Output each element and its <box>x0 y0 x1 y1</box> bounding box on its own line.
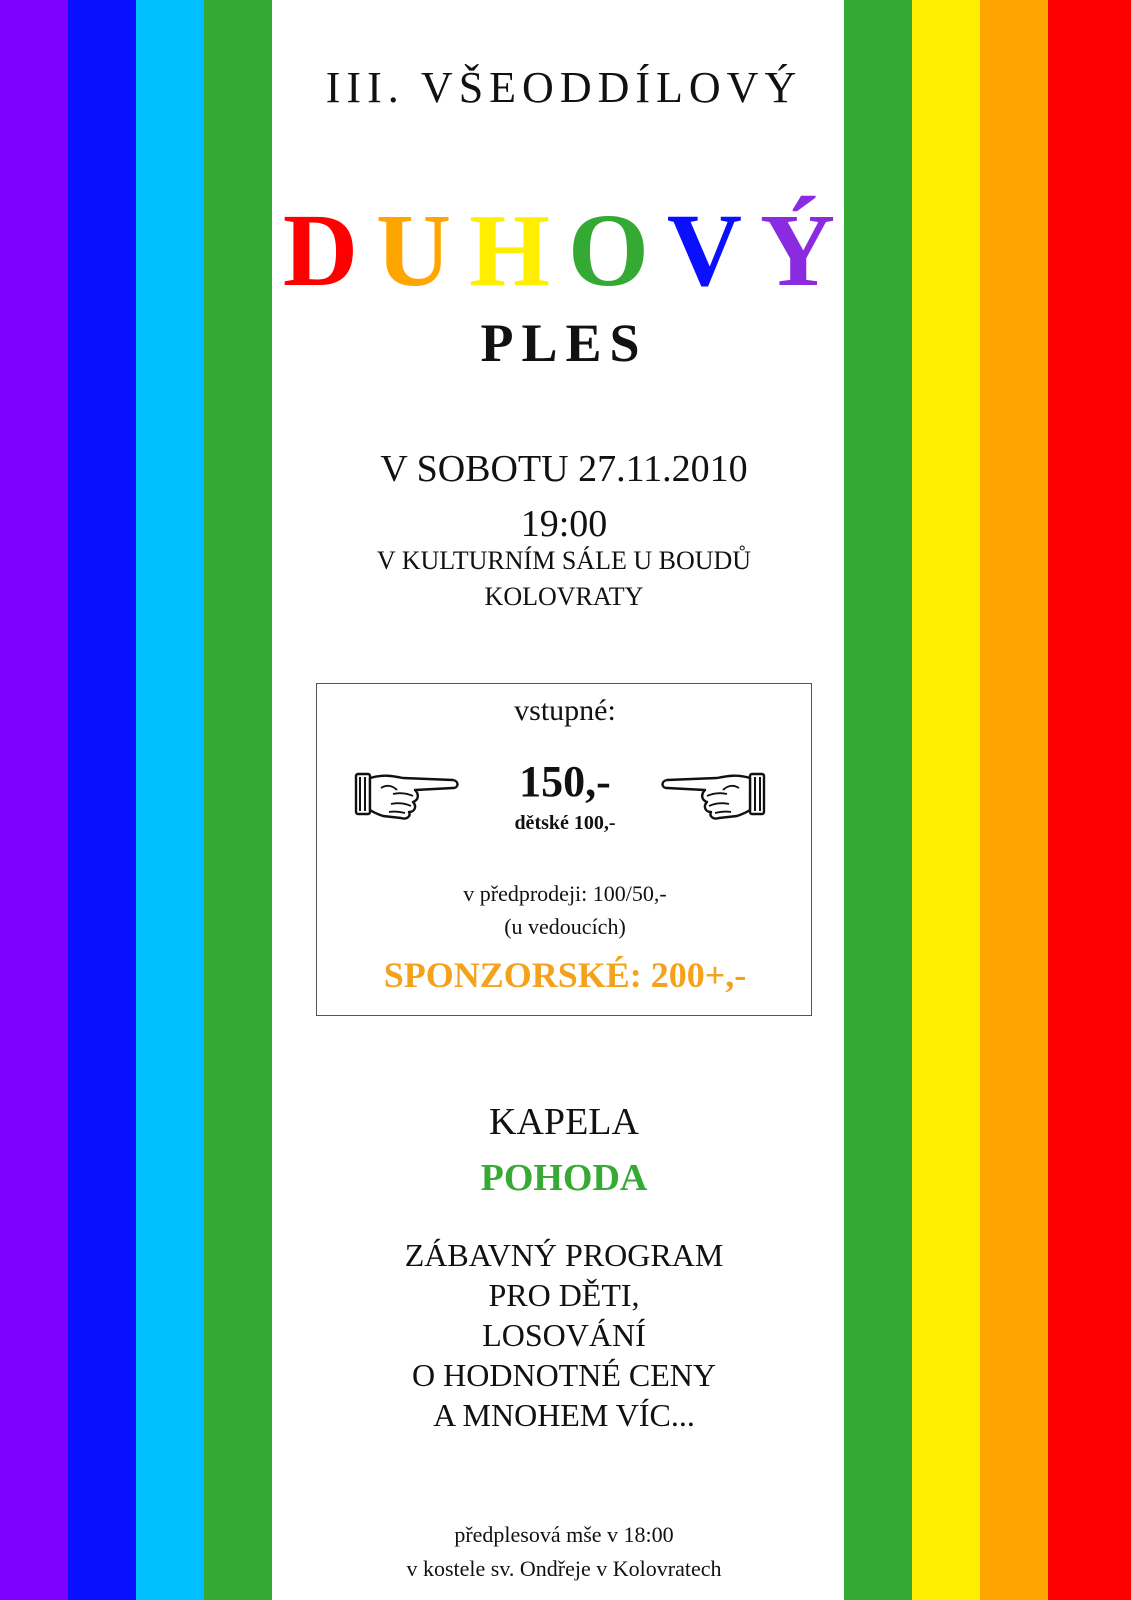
ticket-child-price: dětské 100,- <box>514 812 616 834</box>
rainbow-stripe <box>136 0 204 1600</box>
program-line: A MNOHEM VÍC... <box>433 1397 695 1433</box>
mass-info-line: v kostele sv. Ondřeje v Kolovratech <box>406 1556 722 1581</box>
title-letter: D <box>282 193 368 308</box>
ticket-sponsor-price: SPONZORSKÉ: 200+,- <box>383 955 747 995</box>
rainbow-stripe <box>980 0 1048 1600</box>
program-line: PRO DĚTI, <box>488 1277 640 1313</box>
title-letter: V <box>666 193 753 308</box>
poster-title <box>272 193 856 310</box>
title-letter: H <box>469 193 560 308</box>
poster-heading: III. VŠEODDÍLOVÝ <box>325 63 803 112</box>
rainbow-stripe <box>1048 0 1131 1600</box>
poster-content <box>272 0 856 1600</box>
ticket-label: vstupné: <box>514 694 616 727</box>
program-line: O HODNOTNÉ CENY <box>412 1357 716 1393</box>
rainbow-stripe <box>912 0 980 1600</box>
title-letter: U <box>375 193 462 308</box>
program-line: LOSOVÁNÍ <box>482 1317 646 1353</box>
band-label: KAPELA <box>489 1101 639 1143</box>
rainbow-stripe <box>204 0 272 1600</box>
event-time: 19:00 <box>520 503 608 545</box>
title-letter: Ý <box>760 193 846 308</box>
program-line: ZÁBAVNÝ PROGRAM <box>404 1237 724 1273</box>
band-name: POHODA <box>480 1157 648 1199</box>
event-venue: V KULTURNÍM SÁLE U BOUDŮ <box>376 546 752 575</box>
event-date: V SOBOTU 27.11.2010 <box>380 448 748 490</box>
ticket-presale-where: (u vedoucích) <box>504 914 626 939</box>
rainbow-stripe <box>68 0 136 1600</box>
ticket-price: 150,- <box>519 757 611 806</box>
title-letter: O <box>568 193 659 308</box>
mass-info-line: předplesová mše v 18:00 <box>454 1522 674 1547</box>
ticket-box <box>316 683 812 1016</box>
event-place: KOLOVRATY <box>484 582 644 611</box>
poster-subtitle: PLES <box>480 313 648 373</box>
rainbow-stripe <box>0 0 68 1600</box>
ticket-presale: v předprodeji: 100/50,- <box>463 881 667 906</box>
